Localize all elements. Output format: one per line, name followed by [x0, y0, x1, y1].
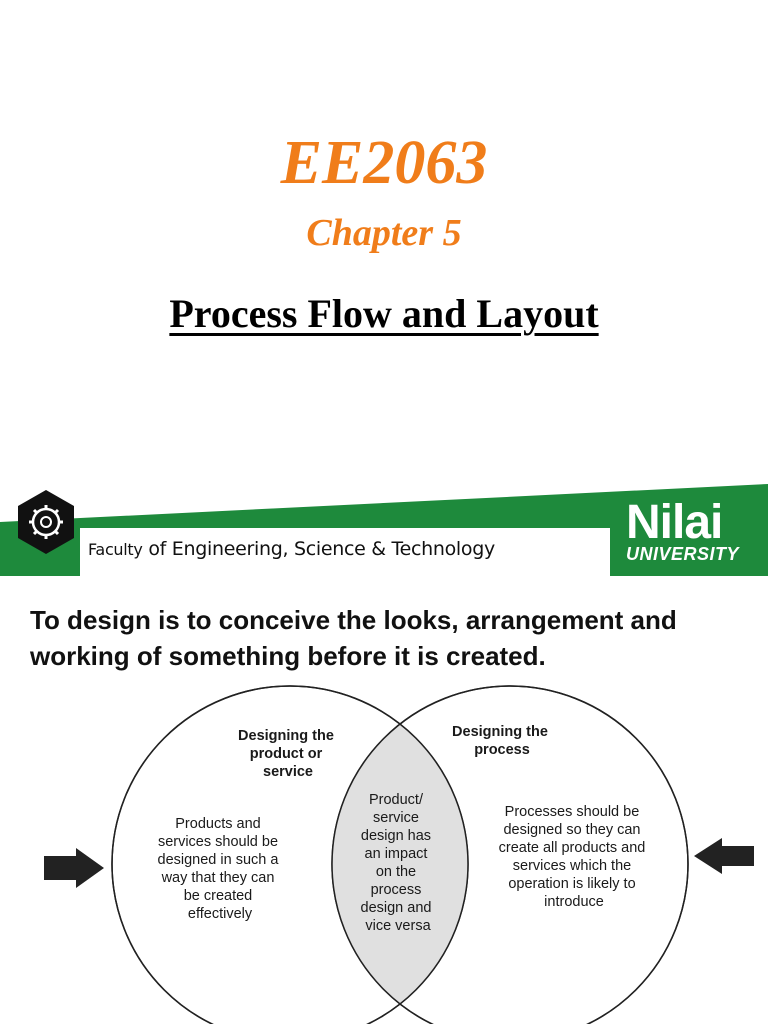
faculty-prefix: Faculty [88, 540, 143, 559]
left-text-5: be created [183, 888, 253, 904]
center-text-2: service [373, 810, 419, 826]
left-heading-1: Designing the [238, 728, 334, 744]
faculty-rest: of Engineering, Science & Technology [142, 538, 495, 560]
design-definition: To design is to conceive the looks, arrangement and working of something before it is created. [30, 605, 677, 671]
center-text-8: vice versa [365, 918, 431, 934]
left-text-6: effectively [187, 906, 253, 922]
center-text-1: Product/ [368, 792, 423, 808]
left-text-1: Products and [175, 816, 261, 832]
center-text-6: process [370, 882, 422, 898]
right-text-6: introduce [544, 894, 604, 910]
faculty-name [88, 538, 495, 560]
center-text-3: design has [360, 828, 432, 844]
left-text-3: designed in such a [157, 852, 279, 868]
right-text-1: Processes should be [504, 804, 640, 820]
right-text-2: designed so they can [503, 822, 641, 838]
chapter-topic [0, 290, 768, 338]
left-text-2: services should be [157, 834, 279, 850]
right-heading-1: Designing the [452, 724, 548, 740]
left-heading-2: product or [249, 746, 323, 762]
center-text-5: on the [375, 864, 417, 880]
chapter-topic-text: Process Flow and Layout [169, 291, 599, 336]
chapter-label: Chapter 5 [306, 212, 462, 254]
right-heading-2: process [474, 742, 530, 758]
venn-diagram [0, 684, 768, 1024]
center-text-7: design and [360, 900, 432, 916]
right-text-5: operation is likely to [508, 876, 636, 892]
course-code: EE2063 [280, 129, 488, 197]
university-logo-word: Nilai [626, 496, 723, 549]
university-logo-sub: UNIVERSITY [626, 544, 740, 564]
right-text-3: create all products and [498, 840, 646, 856]
left-text-4: way that they can [161, 870, 275, 886]
left-heading-3: service [263, 764, 313, 780]
center-text-4: an impact [364, 846, 428, 862]
right-text-4: services which the [512, 858, 632, 874]
